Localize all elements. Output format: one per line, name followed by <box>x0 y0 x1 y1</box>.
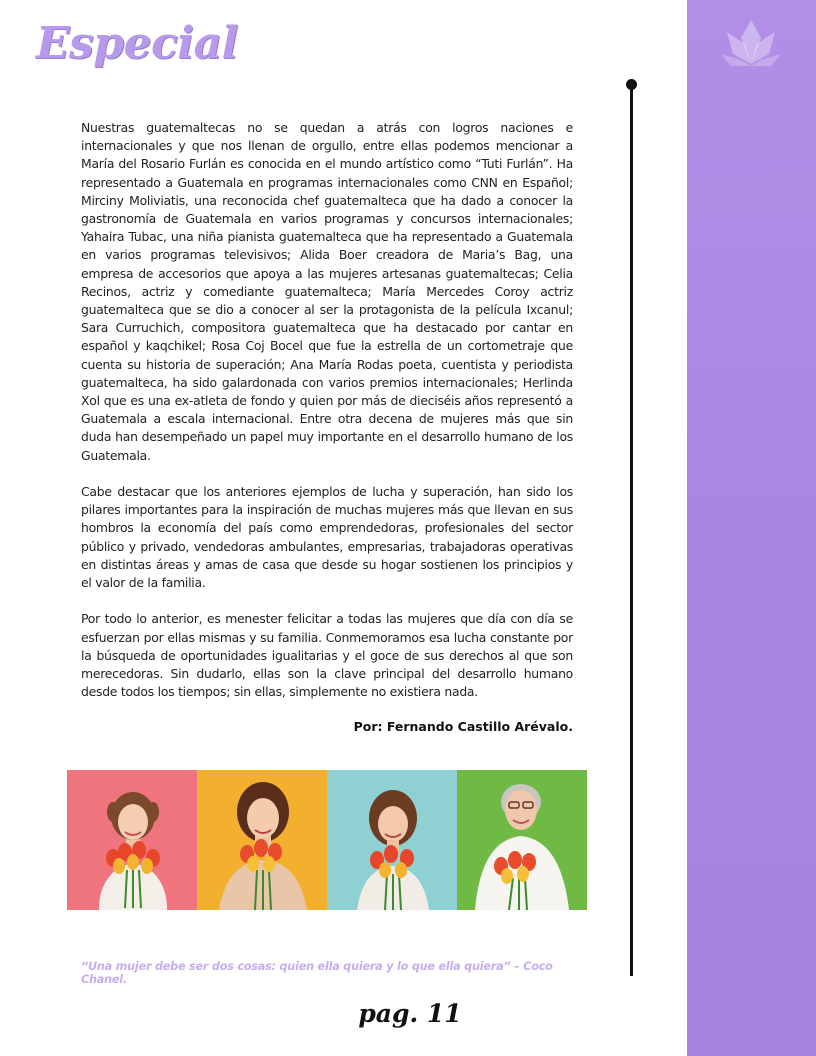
section-title: Especial <box>36 18 238 69</box>
author-byline: Por: Fernando Castillo Arévalo. <box>353 719 573 734</box>
article-body <box>81 119 573 720</box>
article-paragraph-2: Cabe destacar que los anteriores ejemplos de lucha y superación, han sido los pilares importantes para la inspiración de muchas mujeres más que llevan en sus hombros la economía del país como emprendedoras, profesionales del sector público y privado, vendedoras ambulantes, empresarias, trabajadoras operativas en distintas áreas y amas de casa que desde su hogar sostienen los principios y el valor de la familia. <box>81 484 573 591</box>
lotus-logo <box>717 14 785 82</box>
decorative-purple-band <box>687 0 816 1056</box>
closing-quote: “Una mujer debe ser dos cosas: quien ella quiera y lo que ella quiera” – Coco Chanel. <box>81 960 553 986</box>
page-number: pag. 11 <box>358 999 462 1028</box>
girl-with-tulips-photo <box>327 770 457 910</box>
timeline-line <box>630 86 633 976</box>
photo-strip <box>67 770 587 910</box>
article-paragraph-3: Por todo lo anterior, es menester felicitar a todas las mujeres que día con día se esfuerzan por ellas mismas y su familia. Conmemoramos esa lucha constante por la búsqueda de oportunidades igualitarias y el goce de sus derechos al que son merecedoras. Sin dudarlo, ellas son la clave principal del desarrollo humano desde todos los tiempos; sin ellas, simplemente no existiera nada. <box>81 611 573 700</box>
article-paragraph-1: Nuestras guatemaltecas no se quedan a atrás con logros naciones e internacionales y que nos llenan de orgullo, entre ellas podemos mencionar a María del Rosario Furlán es conocida en el mundo artístico como “Tuti Furlán”. Ha representado a Guatemala en programas internacionales como CNN en Español; Mirciny Moliviatis, una reconocida chef guatemalteca que ha dado a conocer la gastronomía de Guatemala en varios programas y concursos internacionales; Yahaira Tubac, una niña pianista guatemalteca que ha representado a Guatemala en varios programas televisivos; Alida Boer creadora de Maria’s Bag, una empresa de accesorios que apoya a las mujeres artesanas guatemaltecas; Celia Recinos, actriz y comediante guatemalteca; María Mercedes Coroy actriz guatemalteca que se dio a conocer al ser la protagonista de la película Ixcanul; Sara Curruchich, compositora guatemalteca que ha destacado por cantar en español y kaqchikel; Rosa Coj Bocel que fue la estrella de un cortometraje que cuenta su historia de superación; Ana María Rodas poeta, cuentista y periodista guatemalteca, ha sido galardonada con varios premios internacionales; Herlinda Xol que es una ex-atleta de fondo y quien por más de dieciséis años representó a Guatemala a escala internacional. Entre otra decena de mujeres más que sin duda han desempeñado un papel muy importante en el desarrollo humano de los Guatemala. <box>81 120 573 463</box>
girl-with-tulips-photo <box>67 770 197 910</box>
woman-with-tulips-photo <box>197 770 327 910</box>
senior-woman-with-tulips-photo <box>457 770 587 910</box>
